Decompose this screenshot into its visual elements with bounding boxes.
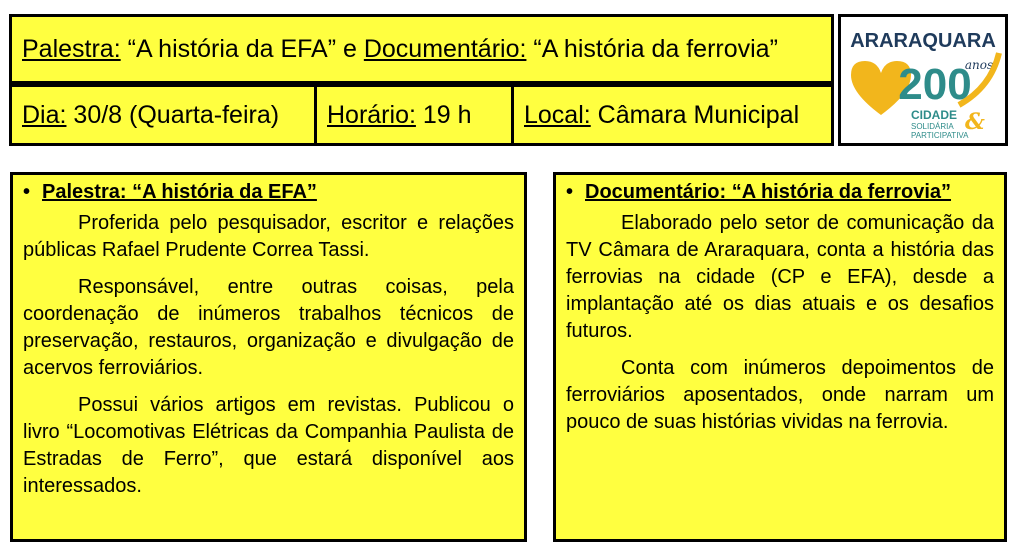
info-row	[9, 84, 834, 146]
logo-anos: anos	[964, 58, 994, 72]
logo-number: 200	[898, 60, 972, 109]
documentario-panel	[553, 172, 1007, 542]
logo-cidade: CIDADE	[911, 108, 958, 122]
bullet: •	[566, 181, 574, 203]
palestra-title: “A história da EFA” e	[120, 34, 364, 63]
logo-ampersand: &	[965, 109, 985, 135]
logo-participativa: PARTICIPATIVA	[911, 131, 969, 140]
logo-city-text: ARARAQUARA	[850, 30, 996, 52]
local-value: Câmara Municipal	[590, 100, 800, 129]
local-cell	[511, 84, 834, 146]
palestra-panel	[10, 172, 527, 542]
documentario-paragraph-1: Elaborado pelo setor de comunicação da TV Câmara de Araraquara, conta a história das ferrovias na cidade (CP e EFA), desde a implantação até os dias atuais e os desafios futuros.	[566, 212, 994, 342]
documentario-heading-text: Documentário: “A história da ferrovia”	[585, 181, 952, 203]
documentario-title: “A história da ferrovia”	[526, 34, 778, 63]
horario-cell	[314, 84, 514, 146]
araraquara-200-logo	[838, 14, 1008, 146]
documentario-heading	[566, 181, 994, 204]
dia-value: 30/8 (Quarta-feira)	[66, 100, 280, 129]
palestra-heading-text: Palestra: “A história da EFA”	[42, 181, 317, 203]
documentario-paragraph-2: Conta com inúmeros depoimentos de ferroviários aposentados, onde narram um pouco de suas histórias vividas na ferrovia.	[566, 357, 994, 433]
horario-value: 19 h	[415, 100, 472, 129]
logo-solidaria: SOLIDÁRIA	[911, 122, 954, 131]
palestra-heading	[23, 181, 514, 204]
bullet: •	[23, 181, 31, 203]
horario-label: Horário:	[327, 100, 416, 129]
dia-cell	[9, 84, 317, 146]
palestra-paragraph-3: Possui vários artigos em revistas. Publicou o livro “Locomotivas Elétricas da Companhia Paulista de Estradas de Ferro”, que estará disponível aos interessados.	[23, 394, 514, 497]
palestra-paragraph-1: Proferida pelo pesquisador, escritor e relações públicas Rafael Prudente Correa Tassi.	[23, 212, 514, 261]
local-label: Local:	[524, 100, 591, 129]
header-title-box	[9, 14, 834, 84]
palestra-paragraph-2: Responsável, entre outras coisas, pela coordenação de inúmeros trabalhos técnicos de preservação, restauros, organização e divulgação de acervos ferroviários.	[23, 276, 514, 379]
documentario-label: Documentário:	[363, 34, 527, 63]
palestra-label: Palestra:	[22, 34, 121, 63]
dia-label: Dia:	[22, 100, 67, 129]
